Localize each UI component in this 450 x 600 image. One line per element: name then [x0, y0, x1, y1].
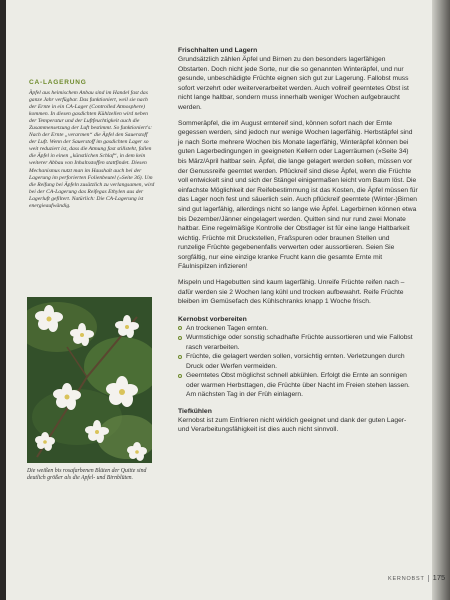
main-column: [178, 47, 418, 441]
bullet-icon: [178, 326, 182, 330]
sidebar-body: Äpfel aus heimischem Anbau sind im Handel fast das ganze Jahr verfügbar. Das funktioniert, weil sie nach der Ernte in ein CA-Lager (Controlled Atmosphere) kommen. In diesen gasdichten Kühlzellen wird neben der Temperatur und der Luftfeuchtigkeit auch die Zusammensetzung der Luft bestimmt. So funktioniert's: Nach der Ernte „verarmen“ die Äpfel den Sauerstoff der Luft. Wenn der Sauerstoff im gasdichten Lager so weit reduziert ist, dass die Atmung fast stillsteht, fallen die Äpfel in einen „künstlichen Schlaf“, in dem kein weiterer Abbau von Inhaltsstoffen stattfindet. Diesen Mechanismus nutzt man im Haushalt auch bei der Lagerung im perforierten Folienbeutel (»Seite 36). Um die Reifung bei Äpfeln zusätzlich zu verlangsamen, wird bei der CA-Lagerung das Reifegas Ethylen aus der Lagerluft gefiltert. Natürlich: Die CA-Lagerung ist energieaufwändig.: [29, 90, 155, 209]
list-item: Früchte, die gelagert werden sollen, vorsichtig ernten. Verletzungen durch Druck oder Werfen vermeiden.: [178, 352, 418, 371]
section-title-tiefkuehlen: Tiefkühlen: [178, 407, 212, 415]
blossom-illustration: [27, 297, 152, 463]
bullet-icon: [178, 355, 182, 359]
list-item: Wurmstichige oder sonstig schadhafte Früchte aussortieren und wie Fallobst rasch verarbeiten.: [178, 333, 418, 352]
quince-blossom-photo: [27, 297, 152, 463]
sidebar-heading: CA-LAGERUNG: [29, 79, 87, 86]
ca-lagerung-box: [29, 79, 156, 210]
list-item: An trockenen Tagen ernten.: [178, 324, 418, 334]
paragraph: Sommeräpfel, die im August erntereif sind, können sofort nach der Ernte gegessen werden, sind jedoch nur wenige Wochen lagerfähig. Herbstäpfel sind je nach Sorte mehrere Wochen bis Monate lagerfähig, Winteräpfel können bei guten Lagerbedingungen in geeigneten Kellern oder Lagerräumen (»Seite 34) bis März/April haltbar sein. Äpfel, die lange gelagert werden sollen, müssen vor der Genussreife geerntet werden. Pflückreif sind diese Äpfel, wenn die Früchte voll entwickelt sind und sich der Stängel einigermaßen leicht vom Baum löst. Die einfachste Möglichkeit der Reifebestimmung ist das Kosten, die Äpfel müssen für das Lager noch fest und säuerlich sein. Auch pflückreif geerntete (Winter-)Birnen sind gut lagerfähig, allerdings nicht so lange wie Äpfel. Lagerbirnen können etwa bis Dezember/Jänner eingelagert werden. Quitten sind nur rund zwei Monate haltbar. Eine regelmäßige Kontrolle der Obstlager ist für eine lange Haltbarkeit wichtig. Früchte mit Druckstellen, Fraßspuren oder braunen Stellen und runzelige Früchte gegebenenfalls verwerten oder aussortieren. Seien Sie sorgfältig, nur eine einzige kranke Frucht kann die gesamte Ernte mit Fäulnispilzen infizieren!: [178, 119, 418, 271]
page-footer: [388, 573, 445, 582]
footer-section-label: KERNOBST: [388, 576, 425, 582]
bullet-icon: [178, 374, 182, 378]
bullet-list: [178, 324, 418, 400]
photo-caption: Die weißen bis rosafarbenen Blüten der Quitte sind deutlich größer als die Apfel- und Birnblüten.: [27, 468, 147, 482]
section-title-kernobst: Kernobst vorbereiten: [178, 315, 247, 323]
list-item: Geerntetes Obst möglichst schnell abkühlen. Erfolgt die Ernte an sonnigen oder warmen Herbsttagen, die Früchte über Nacht im Freien stehen lassen. Am nächsten Tag in der Früh einlagern.: [178, 371, 418, 400]
page-edge: [432, 0, 450, 600]
section-title-frischhalten: Frischhalten und Lagern: [178, 47, 258, 54]
footer-divider: [428, 575, 429, 582]
paragraph: Grundsätzlich zählen Äpfel und Birnen zu den besonders lagerfähigen Obstarten. Doch nicht jede Sorte, nur die so genannten Winteräpfel, und nur gesunde, unbeschädigte Früchte eignen sich gut zur Lagerung. Fallobst muss sofort verzehrt oder weiterverarbeitet werden. Auch vollreif geerntetes Obst ist nicht lange haltbar, sondern muss innerhalb weniger Wochen aufgebraucht werden.: [178, 56, 409, 111]
page-number: 175: [432, 573, 446, 582]
paragraph: Kernobst ist zum Einfrieren nicht wirklich geeignet und dank der guten Lager- und Verarbeitungsfähigkeit ist dies auch nicht sinnvoll.: [178, 416, 407, 434]
bullet-icon: [178, 336, 182, 340]
paragraph: Mispeln und Hagebutten sind kaum lagerfähig. Unreife Früchte reifen nach – dafür werden sie 2 Wochen lang kühl und trocken aufbewahrt. Reife Früchte bleiben im Gemüsefach des Kühlschranks knapp 1 Woche frisch.: [178, 279, 405, 306]
